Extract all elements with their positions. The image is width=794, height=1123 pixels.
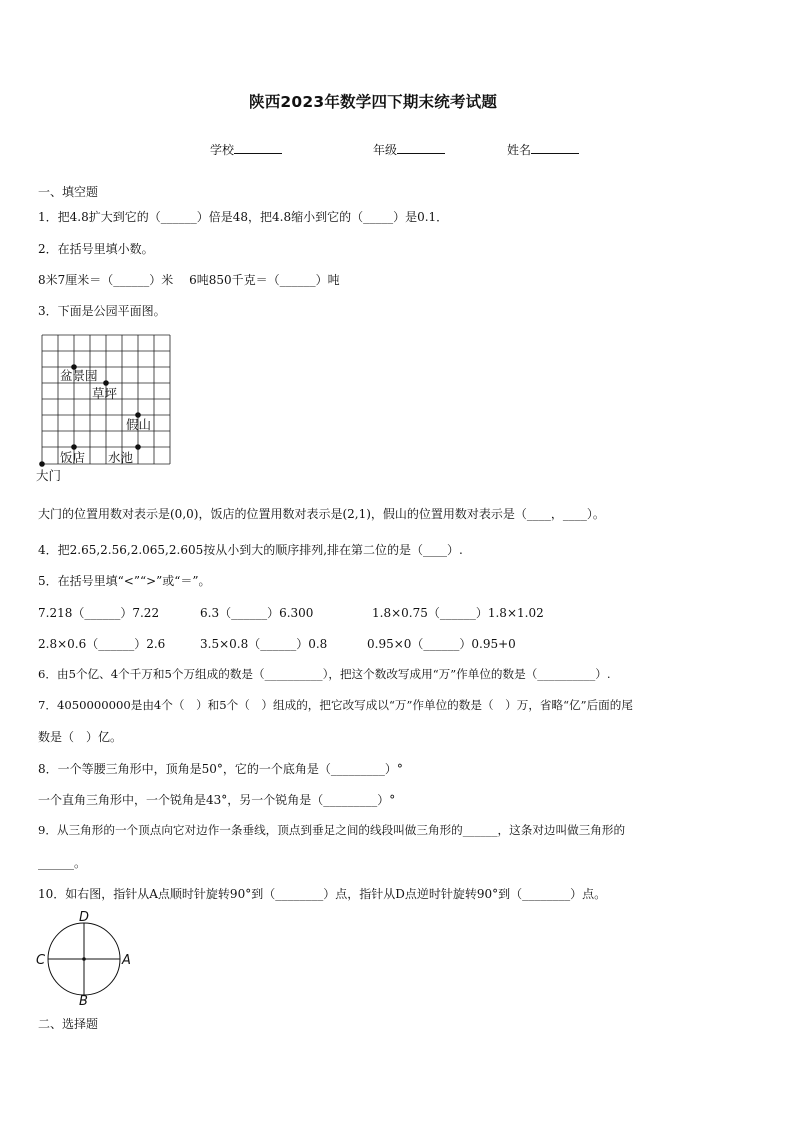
- label-lawn: 草坪: [92, 386, 118, 401]
- question-1: 1．把4.8扩大到它的（______）倍是48，把4.8缩小到它的（_____）是0.1．: [38, 210, 449, 224]
- name-label: 姓名: [507, 143, 532, 157]
- q5-row1-item2: 6.3（______）6.300: [200, 606, 314, 620]
- point-pool: [135, 444, 141, 450]
- question-5: 5．在括号里填“<”“>”或“＝”。: [38, 574, 211, 588]
- point-restaurant: [71, 444, 77, 450]
- q5-row2-item2: 3.5×0.8（______）0.8: [200, 637, 328, 651]
- question-3: 3．下面是公园平面图。: [38, 304, 166, 318]
- school-label: 学校: [210, 143, 235, 157]
- label-c: C: [36, 953, 46, 968]
- question-6: 6．由5个亿、4个千万和5个万组成的数是（__________），把这个数改写成用“万”作单位的数是（__________）.: [38, 667, 611, 681]
- label-d: D: [79, 910, 90, 925]
- label-bonsai-garden: 盆景园: [60, 368, 98, 383]
- section-fill-in: 一、填空题: [38, 185, 99, 199]
- q5-row1-item1: 7.218（______）7.22: [38, 606, 160, 620]
- q5-row2-item1: 2.8×0.6（______）2.6: [38, 637, 166, 651]
- question-3-line: 大门的位置用数对表示是(0,0)，饭店的位置用数对表示是(2,1)，假山的位置用数对表示是（____，____）。: [38, 507, 605, 521]
- q5-row2-item3: 0.95×0（______）0.95+0: [367, 637, 516, 651]
- grade-field: [373, 141, 445, 158]
- question-4: 4．把2.65,2.56,2.065,2.605按从小到大的顺序排列,排在第二位的是（____）.: [38, 543, 463, 557]
- page-title: 陕西2023年数学四下期末统考试题: [249, 93, 498, 111]
- grade-label: 年级: [373, 143, 398, 157]
- question-7-line2: 数是（ ）亿。: [38, 730, 123, 744]
- point-lawn: [103, 380, 109, 386]
- question-9-line2: ______。: [38, 856, 87, 870]
- section-multiple-choice: 二、选择题: [38, 1017, 99, 1031]
- q5-row1-item3: 1.8×0.75（______）1.8×1.02: [372, 606, 544, 620]
- question-10: 10．如右图，指针从A点顺时针旋转90°到（________）点，指针从D点逆时针旋转90°到（________）点。: [38, 887, 607, 901]
- question-8-line2: 一个直角三角形中，一个锐角是43°，另一个锐角是（_________）°: [38, 793, 396, 807]
- label-b: B: [79, 994, 88, 1009]
- question-2-line: 8米7厘米＝（______）米 6吨850千克＝（______）吨: [38, 273, 340, 287]
- label-pool: 水池: [108, 450, 134, 465]
- question-9-line1: 9．从三角形的一个顶点向它对边作一条垂线，顶点到垂足之间的线段叫做三角形的______，这条对边叫做三角形的: [38, 823, 626, 837]
- question-7-line1: 7．4050000000是由4个（ ）和5个（ ）组成的，把它改写成以“万”作单位的数是（ ）万，省略“亿”后面的尾: [38, 698, 633, 712]
- clock-diagram: [34, 908, 134, 1008]
- question-2: 2．在括号里填小数。: [38, 242, 154, 256]
- point-gate: [39, 461, 45, 467]
- label-gate: 大门: [36, 468, 62, 483]
- label-restaurant: 饭店: [60, 450, 86, 465]
- label-a: A: [122, 953, 131, 968]
- question-8-line1: 8．一个等腰三角形中，顶角是50°，它的一个底角是（_________）°: [38, 762, 403, 776]
- park-map: [36, 332, 186, 482]
- label-rockery: 假山: [126, 417, 152, 432]
- school-field: [210, 141, 282, 158]
- name-field: [507, 141, 579, 158]
- diagram-center: [82, 957, 86, 961]
